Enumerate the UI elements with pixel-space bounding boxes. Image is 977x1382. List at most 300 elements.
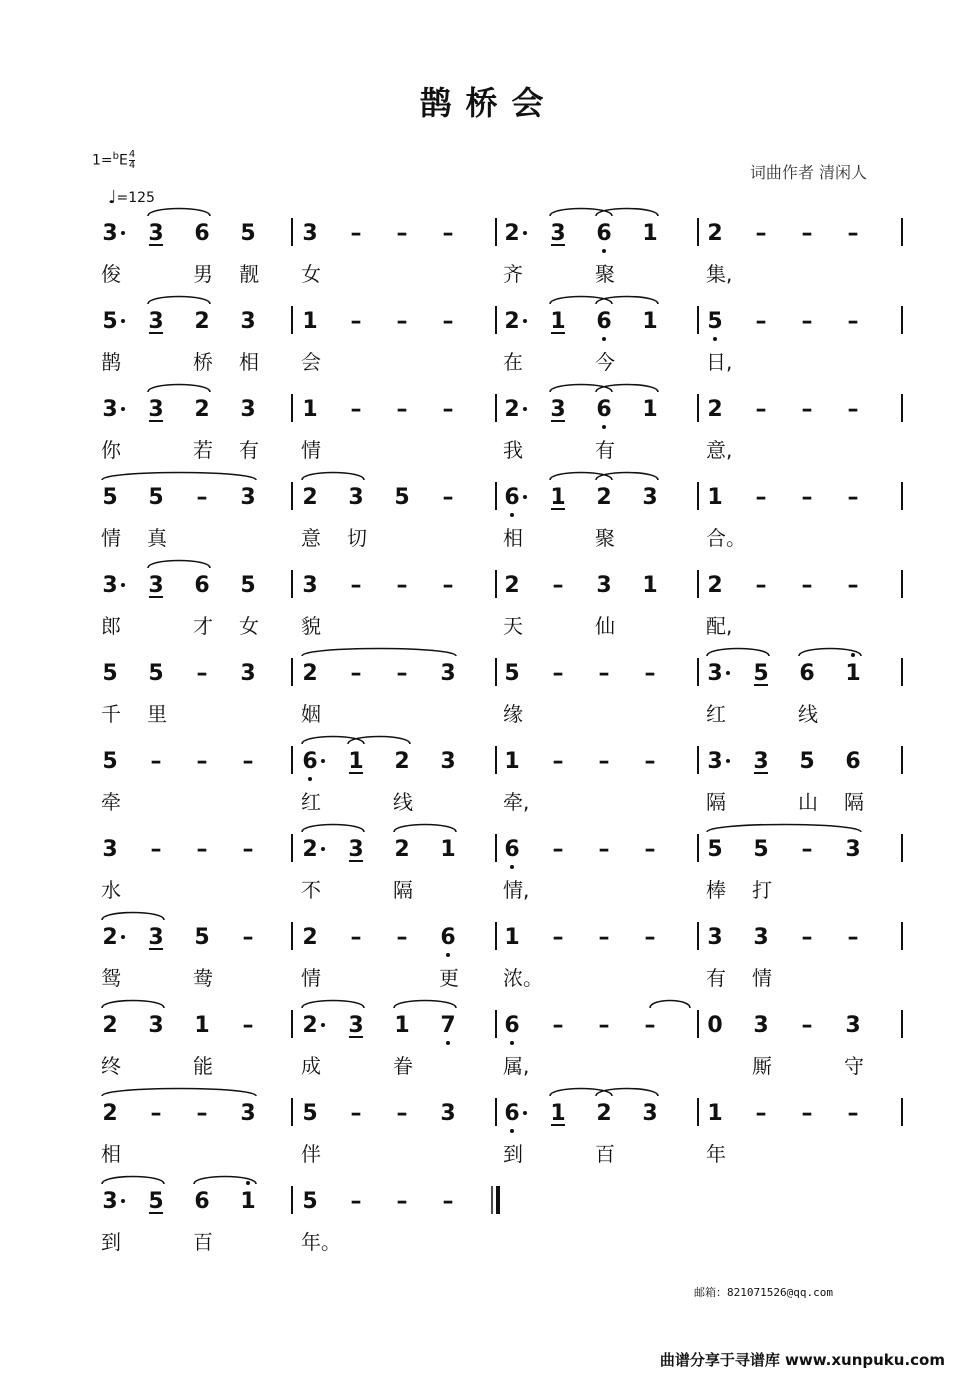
score-note: – bbox=[396, 1101, 408, 1126]
low-octave-dot bbox=[510, 1129, 514, 1133]
score-note: 3 bbox=[642, 1101, 658, 1126]
slur-arc bbox=[394, 825, 456, 833]
score-note: 1 bbox=[194, 1013, 210, 1038]
lyric-syllable: 百 bbox=[193, 1230, 213, 1254]
low-octave-dot bbox=[510, 513, 514, 517]
lyric-syllable: 相 bbox=[101, 1142, 121, 1166]
score-note: 3 bbox=[707, 661, 723, 686]
score-note: 5 bbox=[707, 309, 723, 334]
score-note: 3 bbox=[148, 573, 164, 598]
lyric-syllable: 守 bbox=[844, 1054, 864, 1078]
score-note: 3 bbox=[240, 1101, 256, 1126]
lyric-syllable: 真 bbox=[147, 526, 167, 550]
lyric-syllable: 男 bbox=[193, 262, 213, 286]
augmentation-dot bbox=[121, 231, 125, 235]
lyric-syllable: 属, bbox=[503, 1054, 530, 1078]
score-note: – bbox=[847, 573, 859, 598]
score-note: 3 bbox=[845, 1013, 861, 1038]
time-signature-unit: 4 bbox=[128, 160, 136, 171]
lyric-syllable: 你 bbox=[101, 438, 121, 462]
low-octave-dot bbox=[510, 1041, 514, 1045]
score-note: 2 bbox=[194, 397, 210, 422]
lyric-syllable: 切 bbox=[347, 526, 367, 550]
low-octave-dot bbox=[510, 865, 514, 869]
lyric-syllable: 隔 bbox=[393, 878, 413, 902]
slur-arc bbox=[707, 825, 861, 833]
lyric-syllable: 集, bbox=[706, 262, 733, 286]
score-note: – bbox=[196, 837, 208, 862]
lyric-syllable: 不 bbox=[301, 878, 321, 902]
score-note: 5 bbox=[799, 749, 815, 774]
score-note: 2 bbox=[194, 309, 210, 334]
score-note: 1 bbox=[550, 1101, 566, 1126]
score-note: – bbox=[350, 573, 362, 598]
score-note: – bbox=[442, 397, 454, 422]
score-note: 3 bbox=[440, 749, 456, 774]
score-note: 1 bbox=[642, 221, 658, 246]
lyric-syllable: 更 bbox=[439, 966, 459, 990]
lyric-syllable: 终 bbox=[101, 1054, 121, 1078]
score-note: 3 bbox=[148, 309, 164, 334]
score-note: 5 bbox=[194, 925, 210, 950]
score-note: – bbox=[350, 397, 362, 422]
score-note: – bbox=[350, 661, 362, 686]
time-signature-beats: 4 bbox=[128, 149, 136, 160]
score-note: 5 bbox=[240, 573, 256, 598]
lyric-syllable: 情 bbox=[101, 526, 121, 550]
score-note: – bbox=[644, 1013, 656, 1038]
score-note: – bbox=[847, 221, 859, 246]
score-note: 5 bbox=[102, 661, 118, 686]
slur-arc bbox=[550, 209, 612, 217]
score-note: 5 bbox=[102, 749, 118, 774]
score-note: 6 bbox=[596, 221, 612, 246]
score-note: 2 bbox=[394, 749, 410, 774]
score-note: 3 bbox=[148, 397, 164, 422]
score-note: – bbox=[801, 1101, 813, 1126]
score-note: – bbox=[442, 573, 454, 598]
slur-arc bbox=[707, 649, 769, 657]
score-note: – bbox=[801, 485, 813, 510]
score-note: – bbox=[755, 397, 767, 422]
score-note: – bbox=[442, 309, 454, 334]
score-note: – bbox=[242, 1013, 254, 1038]
score-note: 2 bbox=[102, 925, 118, 950]
score-note: – bbox=[442, 485, 454, 510]
slur-arc bbox=[302, 737, 364, 745]
slur-arc bbox=[148, 385, 210, 393]
augmentation-dot bbox=[121, 407, 125, 411]
score-note: 2 bbox=[504, 397, 520, 422]
score-note: 0 bbox=[707, 1013, 723, 1038]
score-note: 2 bbox=[504, 573, 520, 598]
score-note: 2 bbox=[707, 573, 723, 598]
lyric-syllable: 桥 bbox=[193, 350, 213, 374]
slur-arc bbox=[596, 1089, 658, 1097]
score-note: 1 bbox=[348, 749, 364, 774]
lyric-syllable: 牵, bbox=[503, 790, 530, 814]
score-note: 2 bbox=[596, 485, 612, 510]
score-note: – bbox=[196, 1101, 208, 1126]
slur-arc bbox=[102, 1089, 256, 1097]
score-note: – bbox=[552, 925, 564, 950]
score-note: – bbox=[552, 573, 564, 598]
score-note: – bbox=[801, 397, 813, 422]
low-octave-dot bbox=[308, 777, 312, 781]
lyric-syllable: 伴 bbox=[301, 1142, 321, 1166]
score-note: 3 bbox=[348, 1013, 364, 1038]
score-note: 2 bbox=[302, 485, 318, 510]
lyric-syllable: 日, bbox=[706, 350, 733, 374]
score-note: – bbox=[847, 925, 859, 950]
tempo-value: =125 bbox=[116, 190, 155, 206]
score-note: 3 bbox=[348, 485, 364, 510]
score-note: 2 bbox=[102, 1013, 118, 1038]
score-note: 5 bbox=[102, 309, 118, 334]
score-note: 3 bbox=[148, 221, 164, 246]
score-note: – bbox=[350, 1189, 362, 1214]
lyric-syllable: 情, bbox=[503, 878, 530, 902]
lyric-syllable: 眷 bbox=[393, 1054, 413, 1078]
slur-arc bbox=[302, 649, 456, 657]
lyric-syllable: 意 bbox=[301, 526, 321, 550]
score-note: 6 bbox=[504, 485, 520, 510]
lyric-syllable: 水 bbox=[101, 878, 121, 902]
lyric-syllable: 若 bbox=[193, 438, 213, 462]
slur-arc bbox=[394, 1001, 456, 1009]
lyric-syllable: 鸯 bbox=[193, 966, 213, 990]
key-prefix: 1= bbox=[92, 152, 113, 169]
score-note: 3 bbox=[550, 397, 566, 422]
augmentation-dot bbox=[121, 319, 125, 323]
lyric-syllable: 靓 bbox=[239, 262, 259, 286]
lyric-syllable: 棒 bbox=[706, 878, 726, 902]
augmentation-dot bbox=[321, 1023, 325, 1027]
slur-arc bbox=[148, 209, 210, 217]
score-note: 2 bbox=[504, 221, 520, 246]
score-note: – bbox=[396, 309, 408, 334]
score-note: – bbox=[801, 221, 813, 246]
slur-arc bbox=[302, 473, 364, 481]
score-note: 3 bbox=[596, 573, 612, 598]
augmentation-dot bbox=[523, 407, 527, 411]
email-contact: 邮箱：821071526@qq.com bbox=[694, 1286, 833, 1299]
score-note: – bbox=[350, 1101, 362, 1126]
score-note: 2 bbox=[302, 925, 318, 950]
score-note: – bbox=[396, 397, 408, 422]
score-note: 5 bbox=[302, 1189, 318, 1214]
slur-arc bbox=[550, 385, 612, 393]
score-note: 1 bbox=[504, 749, 520, 774]
slur-arc bbox=[102, 473, 256, 481]
score-note: 1 bbox=[504, 925, 520, 950]
augmentation-dot bbox=[121, 583, 125, 587]
lyric-syllable: 女 bbox=[239, 614, 259, 638]
score-note: 5 bbox=[753, 837, 769, 862]
score-note: 6 bbox=[302, 749, 318, 774]
score-note: – bbox=[396, 221, 408, 246]
score-note: 3 bbox=[440, 1101, 456, 1126]
score-note: – bbox=[801, 573, 813, 598]
score-note: 3 bbox=[102, 221, 118, 246]
score-note: – bbox=[755, 221, 767, 246]
slur-arc bbox=[596, 385, 658, 393]
lyric-syllable: 到 bbox=[101, 1230, 121, 1254]
key-note: E bbox=[119, 152, 128, 169]
score-note: 2 bbox=[707, 221, 723, 246]
score-note: 1 bbox=[642, 573, 658, 598]
score-note: – bbox=[196, 485, 208, 510]
score-note: 6 bbox=[194, 573, 210, 598]
augmentation-dot bbox=[523, 1111, 527, 1115]
score-note: – bbox=[598, 925, 610, 950]
lyric-syllable: 女 bbox=[301, 262, 321, 286]
slur-arc bbox=[102, 1001, 164, 1009]
site-credit: 曲谱分享于寻谱库 www.xunpuku.com bbox=[659, 1351, 945, 1369]
composer-credit: 词曲作者 清闲人 bbox=[749, 163, 867, 182]
score-note: 3 bbox=[240, 309, 256, 334]
score-note: 5 bbox=[240, 221, 256, 246]
lyric-syllable: 年。 bbox=[301, 1230, 341, 1254]
song-title: 鹊桥会 bbox=[419, 84, 558, 122]
score-note: 3 bbox=[302, 573, 318, 598]
score-note: 3 bbox=[348, 837, 364, 862]
score-note: 1 bbox=[302, 397, 318, 422]
lyric-syllable: 鹊 bbox=[101, 350, 121, 374]
score-note: 1 bbox=[707, 1101, 723, 1126]
lyric-syllable: 有 bbox=[706, 966, 726, 990]
score-note: 3 bbox=[102, 1189, 118, 1214]
lyric-syllable: 配, bbox=[706, 614, 733, 638]
lyric-syllable: 今 bbox=[595, 350, 615, 374]
score-note: 3 bbox=[753, 749, 769, 774]
score-note: 2 bbox=[707, 397, 723, 422]
slur-arc bbox=[102, 1177, 164, 1185]
score-note: – bbox=[801, 309, 813, 334]
score-note: – bbox=[598, 661, 610, 686]
lyric-syllable: 情 bbox=[752, 966, 772, 990]
slur-arc bbox=[102, 913, 164, 921]
score-note: – bbox=[552, 661, 564, 686]
lyric-syllable: 缘 bbox=[503, 702, 523, 726]
low-octave-dot bbox=[713, 337, 717, 341]
score-note: 2 bbox=[504, 309, 520, 334]
score-note: 5 bbox=[394, 485, 410, 510]
lyric-syllable: 聚 bbox=[595, 526, 615, 550]
score-note: 3 bbox=[102, 573, 118, 598]
lyric-syllable: 相 bbox=[239, 350, 259, 374]
score-note: – bbox=[396, 925, 408, 950]
lyric-syllable: 我 bbox=[503, 438, 523, 462]
score-note: – bbox=[396, 1189, 408, 1214]
low-octave-dot bbox=[602, 249, 606, 253]
lyric-syllable: 线 bbox=[798, 702, 818, 726]
score-note: 3 bbox=[440, 661, 456, 686]
high-octave-dot bbox=[246, 1181, 250, 1185]
score-note: – bbox=[552, 837, 564, 862]
score-note: 2 bbox=[302, 661, 318, 686]
score-note: 3 bbox=[240, 485, 256, 510]
slur-arc bbox=[596, 473, 658, 481]
score-note: 1 bbox=[642, 397, 658, 422]
lyric-syllable: 隔 bbox=[706, 790, 726, 814]
slur-arc bbox=[302, 1001, 364, 1009]
lyric-syllable: 厮 bbox=[752, 1054, 772, 1078]
lyric-syllable: 齐 bbox=[503, 262, 523, 286]
low-octave-dot bbox=[446, 1041, 450, 1045]
score-note: 5 bbox=[148, 485, 164, 510]
lyric-syllable: 山 bbox=[798, 790, 818, 814]
lyric-syllable: 到 bbox=[503, 1142, 523, 1166]
score-note: – bbox=[196, 749, 208, 774]
score-note: – bbox=[598, 749, 610, 774]
score-note: – bbox=[598, 837, 610, 862]
score-note: 6 bbox=[504, 1101, 520, 1126]
score-note: 1 bbox=[302, 309, 318, 334]
low-octave-dot bbox=[602, 337, 606, 341]
score-note: 6 bbox=[194, 221, 210, 246]
augmentation-dot bbox=[321, 759, 325, 763]
score-note: – bbox=[552, 749, 564, 774]
score-note: 5 bbox=[707, 837, 723, 862]
lyric-syllable: 仙 bbox=[595, 614, 615, 638]
slur-arc bbox=[550, 297, 612, 305]
lyric-syllable: 情 bbox=[301, 966, 321, 990]
lyric-syllable: 浓。 bbox=[503, 966, 543, 990]
score-note: 2 bbox=[394, 837, 410, 862]
score-note: 3 bbox=[102, 397, 118, 422]
score-note: 3 bbox=[550, 221, 566, 246]
slur-arc bbox=[148, 297, 210, 305]
score-note: – bbox=[150, 749, 162, 774]
lyric-syllable: 才 bbox=[193, 614, 213, 638]
score-note: 1 bbox=[550, 309, 566, 334]
score-note: – bbox=[350, 309, 362, 334]
score-note: 5 bbox=[753, 661, 769, 686]
lyric-syllable: 合。 bbox=[706, 526, 746, 550]
lyric-syllable: 情 bbox=[301, 438, 321, 462]
score-note: – bbox=[442, 1189, 454, 1214]
flat-sign: b bbox=[112, 150, 119, 162]
score-note: 1 bbox=[642, 309, 658, 334]
score-note: – bbox=[350, 221, 362, 246]
score-note: – bbox=[847, 485, 859, 510]
score-note: 6 bbox=[194, 1189, 210, 1214]
lyric-syllable: 里 bbox=[147, 702, 167, 726]
score-note: – bbox=[150, 837, 162, 862]
score-note: – bbox=[396, 661, 408, 686]
score-note: 3 bbox=[240, 397, 256, 422]
score-note: – bbox=[396, 573, 408, 598]
lyric-syllable: 貌 bbox=[301, 614, 321, 638]
augmentation-dot bbox=[726, 671, 730, 675]
score-note: – bbox=[755, 309, 767, 334]
score-note: 3 bbox=[302, 221, 318, 246]
augmentation-dot bbox=[523, 495, 527, 499]
augmentation-dot bbox=[523, 231, 527, 235]
lyric-syllable: 成 bbox=[301, 1054, 321, 1078]
score-note: 1 bbox=[240, 1189, 256, 1214]
lyric-syllable: 鸳 bbox=[101, 966, 121, 990]
score-note: – bbox=[552, 1013, 564, 1038]
score-note: – bbox=[644, 749, 656, 774]
lyric-syllable: 牵 bbox=[101, 790, 121, 814]
score-note: 6 bbox=[504, 1013, 520, 1038]
score-note: – bbox=[644, 837, 656, 862]
score-note: 5 bbox=[504, 661, 520, 686]
score-note: 2 bbox=[302, 837, 318, 862]
lyric-syllable: 红 bbox=[706, 702, 726, 726]
low-octave-dot bbox=[602, 425, 606, 429]
score-note: 3 bbox=[753, 1013, 769, 1038]
score-note: 2 bbox=[302, 1013, 318, 1038]
lyric-syllable: 相 bbox=[503, 526, 523, 550]
score-note: – bbox=[644, 925, 656, 950]
score-note: – bbox=[350, 925, 362, 950]
score-note: – bbox=[242, 749, 254, 774]
lyric-syllable: 百 bbox=[595, 1142, 615, 1166]
score-note: 1 bbox=[707, 485, 723, 510]
lyric-syllable: 年 bbox=[706, 1142, 726, 1166]
score-note: – bbox=[242, 837, 254, 862]
augmentation-dot bbox=[321, 847, 325, 851]
score-note: 3 bbox=[707, 925, 723, 950]
score-note: 6 bbox=[504, 837, 520, 862]
score-note: 5 bbox=[302, 1101, 318, 1126]
lyric-syllable: 俊 bbox=[101, 262, 121, 286]
slur-arc bbox=[650, 1001, 690, 1009]
score-note: 5 bbox=[148, 1189, 164, 1214]
score-note: 3 bbox=[102, 837, 118, 862]
lyric-syllable: 打 bbox=[752, 878, 772, 902]
score-note: – bbox=[847, 397, 859, 422]
score-note: 7 bbox=[440, 1013, 456, 1038]
score-note: 2 bbox=[596, 1101, 612, 1126]
augmentation-dot bbox=[121, 1199, 125, 1203]
score-note: – bbox=[847, 309, 859, 334]
score-note: 3 bbox=[642, 485, 658, 510]
slur-arc bbox=[550, 473, 612, 481]
score-note: – bbox=[196, 661, 208, 686]
score-note: – bbox=[755, 573, 767, 598]
score-note: 3 bbox=[148, 1013, 164, 1038]
slur-arc bbox=[596, 209, 658, 217]
lyric-syllable: 会 bbox=[301, 350, 321, 374]
score-note: 3 bbox=[753, 925, 769, 950]
lyric-syllable: 千 bbox=[101, 702, 121, 726]
augmentation-dot bbox=[121, 935, 125, 939]
lyric-syllable: 在 bbox=[503, 350, 523, 374]
score-note: 6 bbox=[845, 749, 861, 774]
score-note: 3 bbox=[240, 661, 256, 686]
score-note: 1 bbox=[550, 485, 566, 510]
lyric-syllable: 线 bbox=[393, 790, 413, 814]
score-note: – bbox=[755, 485, 767, 510]
score-note: – bbox=[755, 1101, 767, 1126]
lyric-syllable: 有 bbox=[239, 438, 259, 462]
score-note: – bbox=[598, 1013, 610, 1038]
score-note: 3 bbox=[845, 837, 861, 862]
augmentation-dot bbox=[726, 759, 730, 763]
lyric-syllable: 意, bbox=[706, 438, 733, 462]
lyric-syllable: 天 bbox=[503, 614, 523, 638]
score-note: 1 bbox=[440, 837, 456, 862]
lyric-syllable: 能 bbox=[193, 1054, 213, 1078]
score-note: – bbox=[847, 1101, 859, 1126]
augmentation-dot bbox=[523, 319, 527, 323]
score-note: 6 bbox=[596, 397, 612, 422]
score-note: 5 bbox=[102, 485, 118, 510]
